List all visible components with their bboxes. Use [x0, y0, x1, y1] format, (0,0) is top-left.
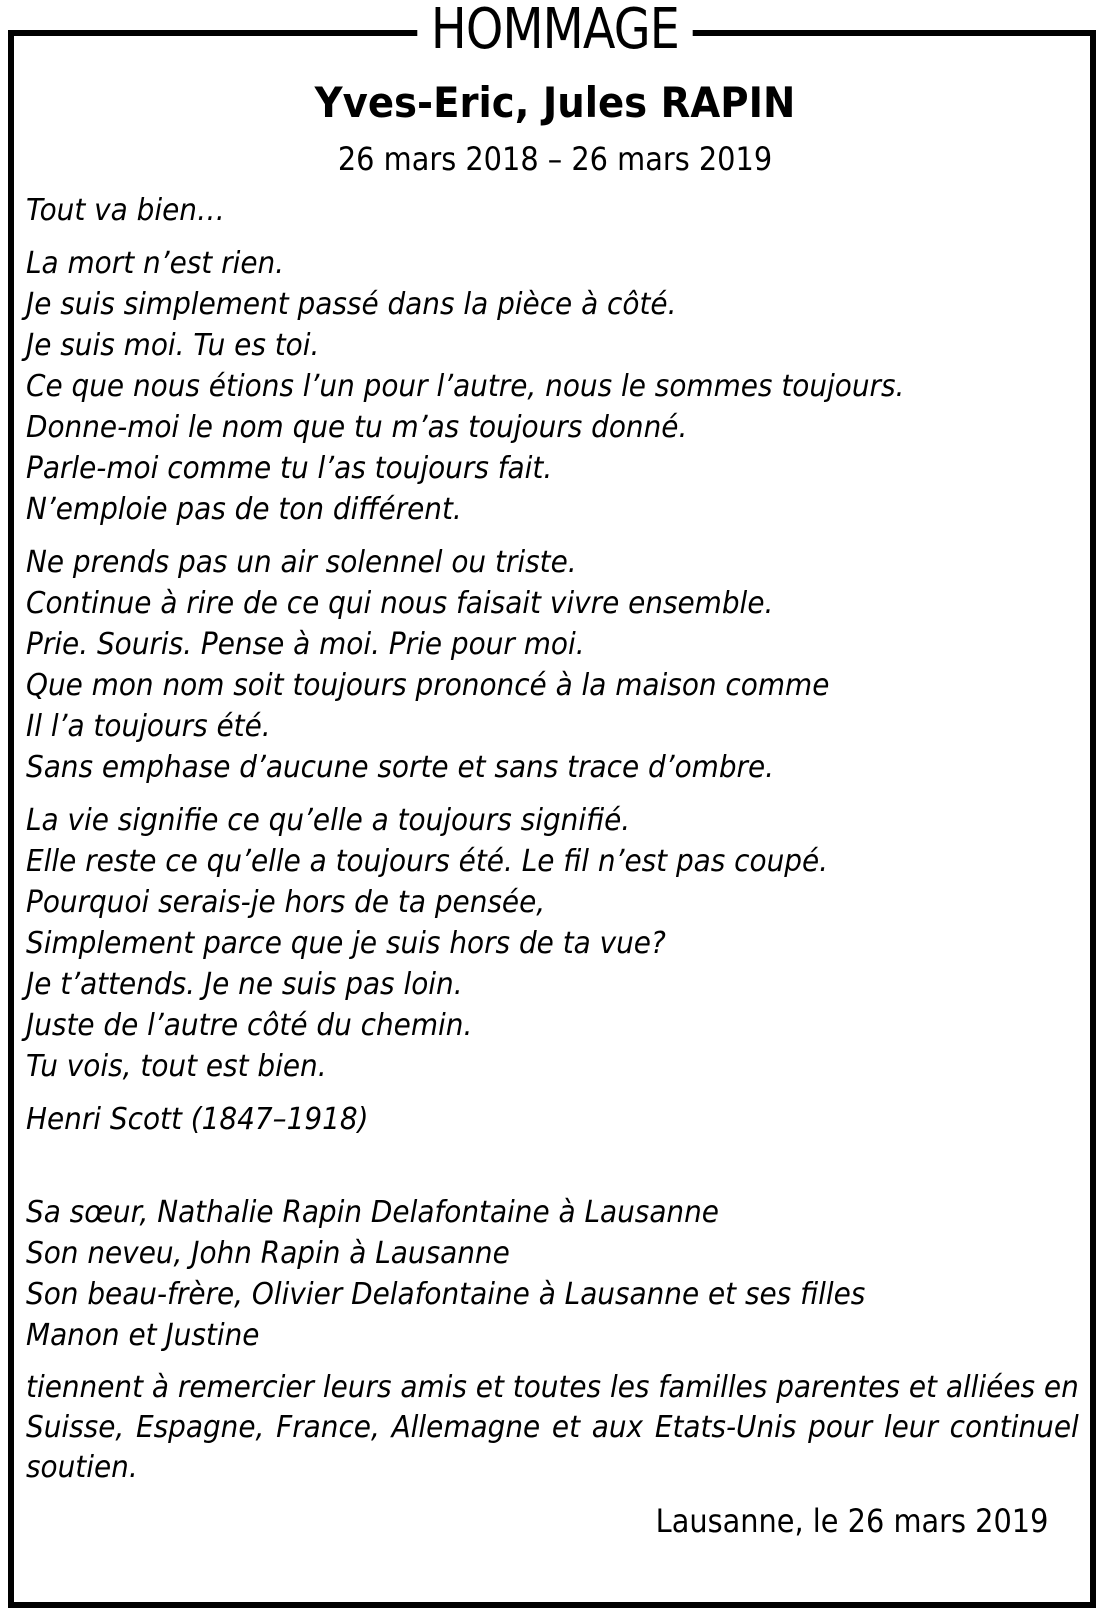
- poem-line: N’emploie pas de ton différent.: [26, 492, 462, 527]
- poem-line: Juste de l’autre côté du chemin.: [26, 1008, 473, 1043]
- place-and-date: Lausanne, le 26 mars 2019: [655, 1502, 1048, 1540]
- deceased-name: Yves-Eric, Jules RAPIN: [314, 78, 796, 127]
- family-member: Son beau-frère, Olivier Delafontaine à Lausanne et ses filles: [26, 1277, 866, 1312]
- poem-line: La mort n’est rien.: [26, 246, 285, 281]
- poem-line: Parle-moi comme tu l’as toujours fait.: [26, 451, 553, 486]
- poem-line: Je suis moi. Tu es toi.: [26, 328, 320, 363]
- poem-line: Continue à rire de ce qui nous faisait vivre ensemble.: [26, 586, 774, 621]
- notice-heading: [0, 0, 1110, 60]
- family-member: Manon et Justine: [26, 1318, 260, 1353]
- poem-line: Ne prends pas un air solennel ou triste.: [26, 545, 577, 580]
- poem-line: Que mon nom soit toujours prononcé à la maison comme: [26, 668, 830, 703]
- thanks-paragraph: tiennent à remercier leurs amis et toutes les familles parentes et alliées en Suisse, Espagne, France, Allemagne et aux Etats-Unis pour leur continuel soutien.: [26, 1370, 1079, 1485]
- poem-stanza-2: [26, 542, 1086, 788]
- poem-line: Ce que nous étions l’un pour l’autre, nous le sommes toujours.: [26, 369, 905, 404]
- family-list: [26, 1192, 1086, 1356]
- notice-content: [26, 190, 1086, 1488]
- poem-line: Pourquoi serais-je hors de ta pensée,: [26, 885, 546, 920]
- poem-opening: Tout va bien…: [26, 193, 225, 228]
- poem-line: Je t’attends. Je ne suis pas loin.: [26, 967, 463, 1002]
- poem-line: Elle reste ce qu’elle a toujours été. Le fil n’est pas coupé.: [26, 844, 829, 879]
- poem-stanza-3: [26, 800, 1086, 1087]
- memorial-dates: 26 mars 2018 – 26 mars 2019: [337, 140, 773, 178]
- family-member: Son neveu, John Rapin à Lausanne: [26, 1236, 510, 1271]
- poem-stanza-1: [26, 243, 1086, 530]
- poem-line: Tu vois, tout est bien.: [26, 1049, 327, 1084]
- poem-line: Je suis simplement passé dans la pièce à côté.: [26, 287, 677, 322]
- poem-author: Henri Scott (1847–1918): [26, 1102, 369, 1137]
- poem-line: Il l’a toujours été.: [26, 709, 271, 744]
- family-member: Sa sœur, Nathalie Rapin Delafontaine à Lausanne: [26, 1195, 719, 1230]
- heading-title: HOMMAGE: [417, 0, 692, 60]
- poem-line: Sans emphase d’aucune sorte et sans trace d’ombre.: [26, 750, 775, 785]
- poem-line: Prie. Souris. Pense à moi. Prie pour moi.: [26, 627, 585, 662]
- poem-line: Simplement parce que je suis hors de ta vue?: [26, 926, 666, 961]
- poem-line: La vie signifie ce qu’elle a toujours signifié.: [26, 803, 631, 838]
- poem-line: Donne-moi le nom que tu m’as toujours donné.: [26, 410, 688, 445]
